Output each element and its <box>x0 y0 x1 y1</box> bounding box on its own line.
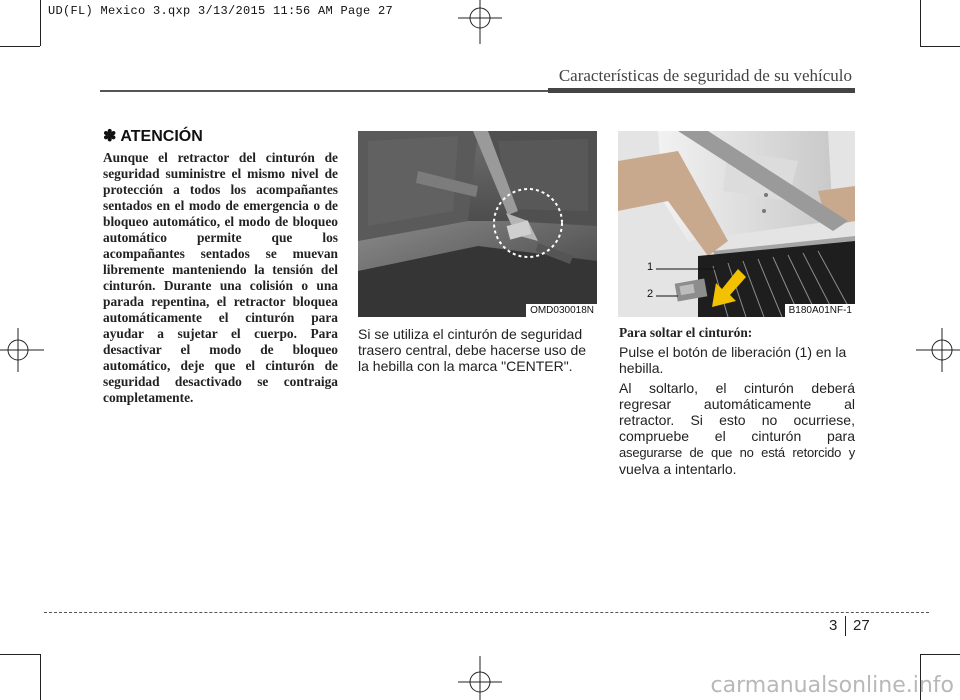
registration-mark-bottom <box>458 656 502 700</box>
registration-mark-right <box>916 328 960 372</box>
seatbelt-release-photo <box>618 131 855 317</box>
section-title: Características de seguridad de su vehículo <box>558 66 852 85</box>
callout-2: 2 <box>647 288 654 300</box>
footer-dashed-rule <box>44 612 929 613</box>
chapter-number: 3 <box>829 617 838 634</box>
warning-title <box>103 126 203 146</box>
registration-mark-left <box>0 328 44 372</box>
release-step-2-end: vuelva a intentarlo. <box>619 461 737 477</box>
warning-title-text: ATENCIÓN <box>120 128 203 145</box>
release-step-1: Pulse el botón de liberación (1) en la hebilla. <box>619 344 847 376</box>
release-step-2 <box>619 380 855 477</box>
release-step-2-main: Al soltarlo, el cinturón deberá regresar automáticamente al retractor. Si esto no ocurriese, compruebe el cinturón para <box>619 380 855 444</box>
asterisk-icon: ✽ <box>103 128 117 145</box>
center-belt-note: Si se utiliza el cinturón de seguridad trasero central, debe hacerse uso de la hebilla con la marca "CENTER". <box>358 326 587 374</box>
page-number: 27 <box>853 617 870 634</box>
seatbelt-release-icon <box>618 131 855 317</box>
figure-label: OMD030018N <box>526 304 597 317</box>
release-heading: Para soltar el cinturón: <box>619 325 753 340</box>
rear-seatbelt-photo <box>358 131 597 317</box>
page-number-separator <box>845 616 846 636</box>
figure-label: B180A01NF-1 <box>785 304 855 317</box>
release-step-2-tight: asegurarse de que no está retorcido y <box>619 445 855 460</box>
watermark: carmanualsonline.info <box>710 673 954 698</box>
warning-body: Aunque el retractor del cinturón de seguridad suministre el mismo nivel de protección a todos los acompañantes sentados en el modo de emergencia o de bloqueo automático, el modo de bloqueo automático permite que los acompañantes sentados se muevan libremente manteniendo la tensión del cinturón. Durante una colisión o una parada repentina, el retractor bloquea automáticamente el cinturón para ayudar a sujetar el cuerpo. Para desactivar el modo de bloqueo automático, deje que el cinturón de seguridad desactivado se contraiga completamente. <box>103 150 338 405</box>
print-header: UD(FL) Mexico 3.qxp 3/13/2015 11:56 AM Page 27 <box>48 4 394 18</box>
registration-mark-top <box>458 0 502 44</box>
callout-1: 1 <box>647 261 654 273</box>
rear-center-seatbelt-icon <box>358 131 597 317</box>
header-rule-accent <box>548 88 855 93</box>
